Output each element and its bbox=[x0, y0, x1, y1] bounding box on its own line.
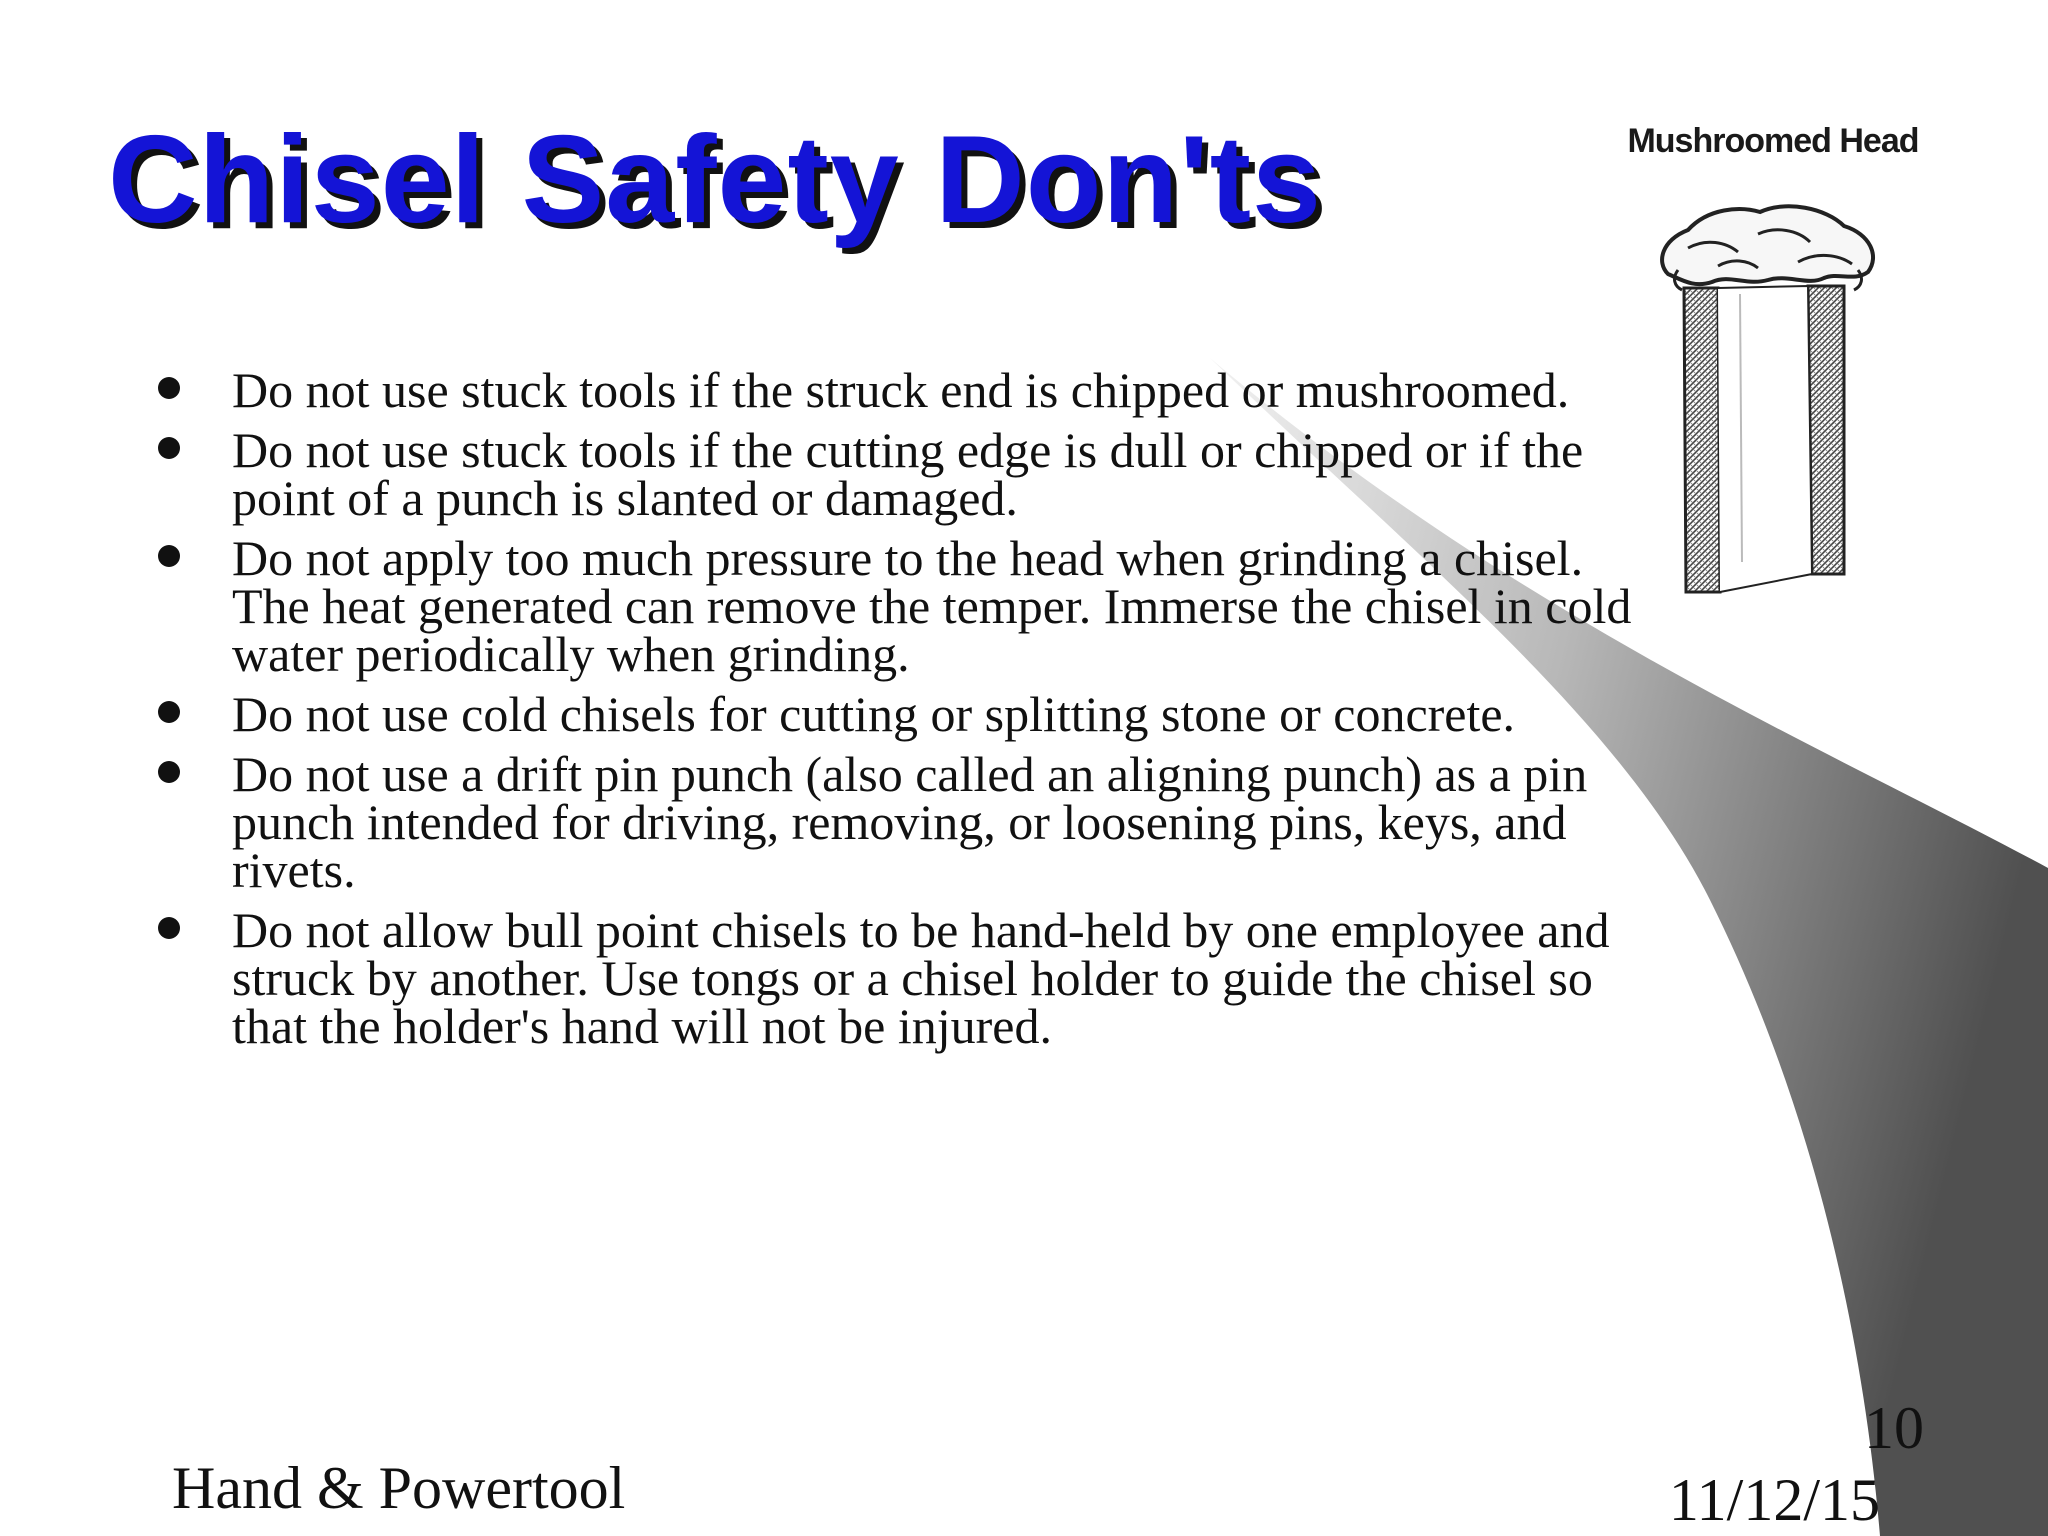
bullet-dot-icon bbox=[158, 545, 180, 567]
mushroomed-chisel-icon bbox=[1648, 182, 1888, 602]
bullet-item bbox=[150, 422, 1650, 526]
mushroomed-head-clipart bbox=[1618, 122, 1928, 592]
bullet-text: Do not use stuck tools if the cutting edge is dull or chipped or if the point of a punch is slanted or damaged. bbox=[232, 422, 1584, 526]
bullet-dot-icon bbox=[158, 761, 180, 783]
bullet-dot-icon bbox=[158, 437, 180, 459]
bullet-text: Do not allow bull point chisels to be hand-held by one employee and struck by another. Use tongs or a chisel holder to guide the chisel so that the holder's hand will not be injured. bbox=[232, 902, 1610, 1054]
bullet-dot-icon bbox=[158, 917, 180, 939]
bullet-item bbox=[150, 362, 1650, 418]
bullet-text: Do not use cold chisels for cutting or splitting stone or concrete. bbox=[232, 686, 1516, 742]
footer-text: Hand & Powertool bbox=[172, 1455, 626, 1521]
slide-number: 10 bbox=[1864, 1395, 1924, 1461]
bullet-list bbox=[150, 362, 1650, 1062]
clipart-label: Mushroomed Head bbox=[1627, 122, 1919, 160]
bullet-item bbox=[150, 746, 1650, 898]
bullet-dot-icon bbox=[158, 377, 180, 399]
slide-date: 11/12/15 bbox=[1668, 1467, 1880, 1533]
bullet-text: Do not apply too much pressure to the head when grinding a chisel. The heat generated can remove the temper. Immerse the chisel in cold water periodically when grinding. bbox=[232, 530, 1632, 682]
bullet-item bbox=[150, 902, 1650, 1054]
bullet-text: Do not use stuck tools if the struck end is chipped or mushroomed. bbox=[232, 362, 1570, 418]
bullet-text: Do not use a drift pin punch (also called an aligning punch) as a pin punch intended for driving, removing, or loosening pins, keys, and rivets. bbox=[232, 746, 1588, 898]
bullet-item bbox=[150, 686, 1650, 742]
bullet-dot-icon bbox=[158, 701, 180, 723]
bullet-item bbox=[150, 530, 1650, 682]
slide-title: Chisel Safety Don'ts bbox=[108, 111, 1322, 249]
